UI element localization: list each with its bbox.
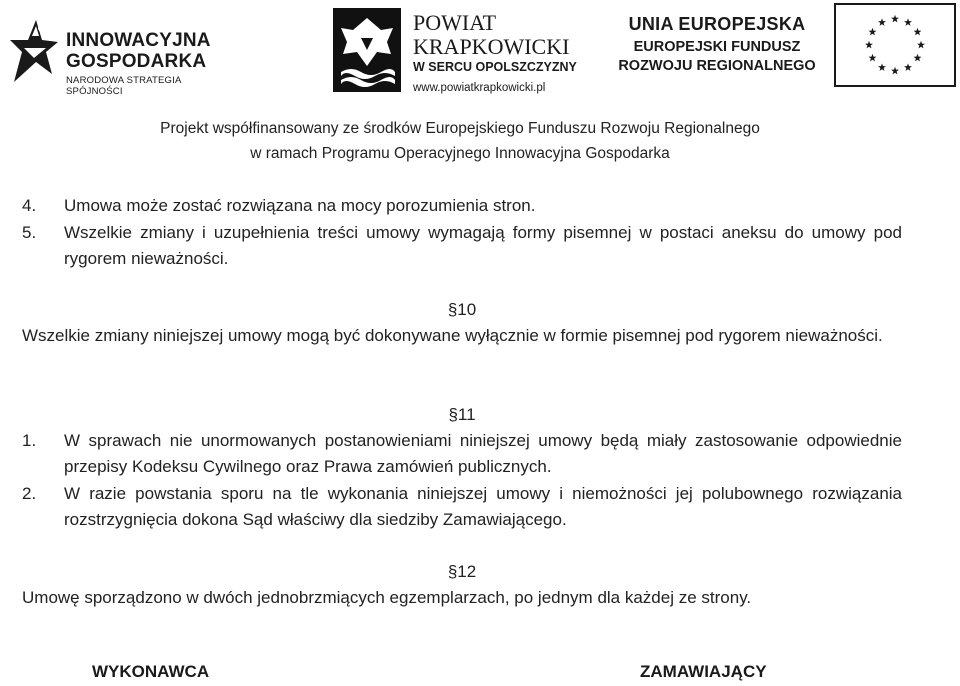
- section-12-text: Umowę sporządzono w dwóch jednobrzmiących egzemplarzach, po jednym dla każdej ze strony.: [22, 588, 752, 607]
- section-10-text: Wszelkie zmiany niniejszej umowy mogą być dokonywane wyłącznie w formie pisemnej pod rygorem nieważności.: [22, 326, 883, 345]
- eu-star-icon: [891, 15, 899, 23]
- eu-star-icon: [878, 18, 886, 26]
- project-funding-line1: Projekt współfinansowany ze środków Europejskiego Funduszu Rozwoju Regionalnego: [160, 120, 760, 137]
- eu-star-icon: [868, 28, 876, 36]
- powiat-krapkowicki-logo: POWIAT KRAPKOWICKI W SERCU OPOLSZCZYZNY www.powiatkrapkowicki.pl: [333, 8, 583, 96]
- eu-star-icon: [868, 54, 876, 62]
- signature-employer: ZAMAWIAJĄCY: [640, 662, 767, 681]
- star-figure-icon: [6, 12, 62, 84]
- eu-star-icon: [891, 67, 899, 75]
- eu-star-icon: [917, 41, 925, 49]
- project-funding-line2: w ramach Programu Operacyjnego Innowacyjna Gospodarka: [250, 145, 670, 162]
- eu-star-icon: [904, 18, 912, 26]
- eu-flag-icon: [834, 3, 956, 87]
- header: [0, 0, 960, 100]
- section-10-title: §10: [447, 300, 477, 319]
- section-12-title: §12: [447, 562, 477, 581]
- eu-star-icon: [904, 63, 912, 71]
- section-11-title: §11: [448, 405, 476, 424]
- unia-europejska-text: UNIA EUROPEJSKA EUROPEJSKI FUNDUSZ ROZWOJU REGIONALNEGO: [618, 14, 816, 74]
- eu-star-icon: [914, 28, 922, 36]
- innowacyjna-gospodarka-logo: INNOWACYJNA GOSPODARKA NARODOWA STRATEGIA SPÓJNOŚCI: [6, 10, 236, 88]
- eu-star-icon: [878, 63, 886, 71]
- crest-icon: [333, 8, 401, 92]
- eu-star-icon: [914, 54, 922, 62]
- eu-star-icon: [865, 41, 873, 49]
- signature-contractor: WYKONAWCA: [92, 662, 210, 681]
